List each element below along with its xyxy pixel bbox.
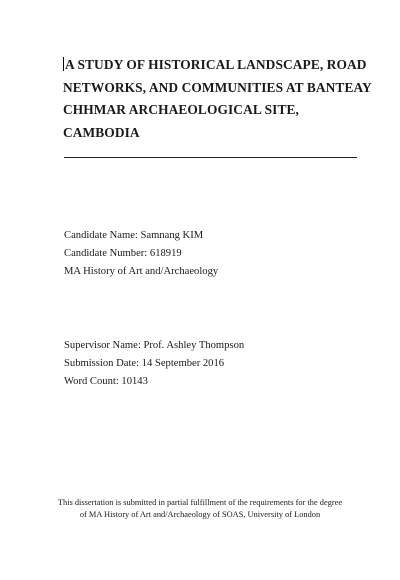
candidate-name: Candidate Name: Samnang KIM — [64, 230, 204, 241]
title-line-1-text: A STUDY OF HISTORICAL LANDSCAPE, ROAD — [65, 57, 367, 72]
title-line-3: CHHMAR ARCHAEOLOGICAL SITE, — [63, 102, 299, 117]
submission-statement — [40, 497, 360, 521]
title-divider — [64, 157, 357, 158]
submission-info — [64, 337, 244, 392]
statement-line-2: of MA History of Art and/Archaeology of SOAS, University of London — [79, 509, 321, 519]
degree-programme: MA History of Art and/Archaeology — [64, 266, 219, 278]
supervisor-name: Supervisor Name: Prof. Ashley Thompson — [64, 340, 245, 351]
word-count: Word Count: 10143 — [64, 376, 148, 388]
candidate-number: Candidate Number: 618919 — [64, 248, 182, 260]
title-line-2: NETWORKS, AND COMMUNITIES AT BANTEAY — [63, 79, 372, 95]
candidate-info — [64, 227, 218, 282]
submission-date: Submission Date: 14 September 2016 — [64, 358, 225, 370]
text-cursor — [63, 57, 64, 71]
statement-line-1: This dissertation is submitted in partial fulfillment of the requirements for the degree — [57, 498, 343, 507]
title-line-4: CAMBODIA — [63, 124, 140, 140]
document-title — [63, 54, 372, 144]
title-line-1 — [63, 54, 367, 77]
